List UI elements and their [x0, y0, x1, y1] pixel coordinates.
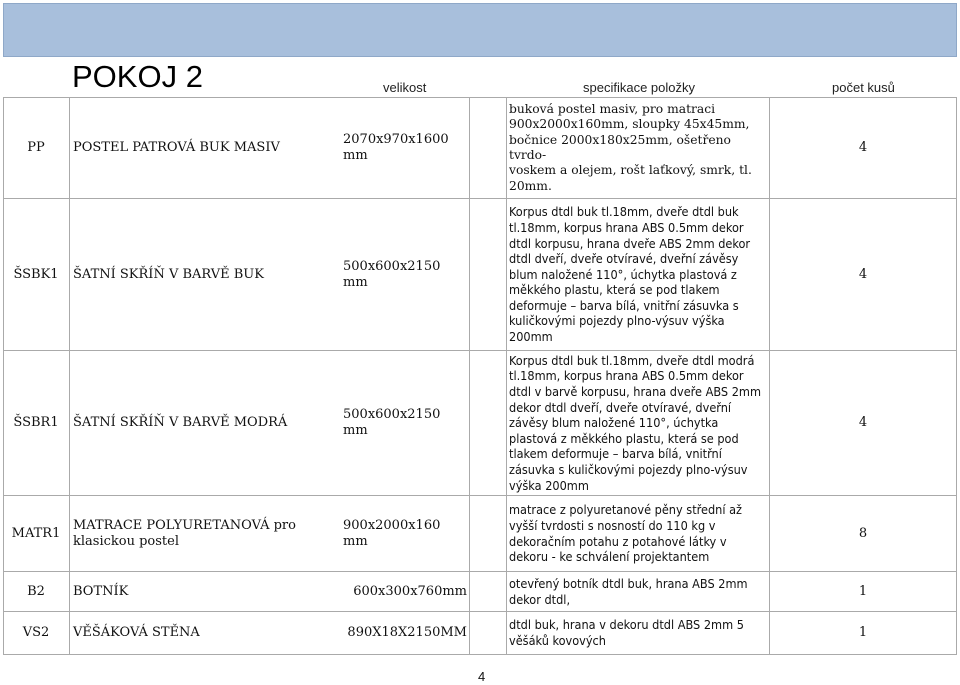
table-row: [3, 199, 957, 350]
item-qty: 8: [858, 525, 868, 541]
item-name: ŠATNÍ SKŘÍŇ V BARVĚ BUK: [73, 266, 264, 282]
item-size: 500x600x2150 mm: [343, 258, 441, 290]
item-spec: Korpus dtdl buk tl.18mm, dveře dtdl modrá tl.18mm, korpus hrana ABS 0.5mm dekor dtdl v barvě korpusu, hrana dveře ABS 2mm dekor dtdl dveří, dveře otvíravé, dveřní závěsy blum naložené 110°, úchytka plastová z měkkého plastu, která se pod tlakem deformuje – barva bílá, vnitřní zásuvka s kuličkovými pojezdy plno-výsuv výška 200mm: [509, 352, 761, 493]
item-spec: otevřený botník dtdl buk, hrana ABS 2mm dekor dtdl,: [509, 575, 748, 607]
table-row: [3, 572, 957, 611]
item-spec: buková postel masiv, pro matraci 900x2000x160mm, sloupky 45x45mm, bočnice 2000x180x25mm, ošetřeno tvrdo- voskem a olejem, rošt laťkový, smrk, tl. 20mm.: [509, 102, 752, 193]
item-code: PP: [27, 140, 45, 155]
item-size: 900x2000x160 mm: [343, 517, 441, 549]
table-row: [3, 351, 957, 495]
item-size: 2070x970x1600 mm: [343, 132, 449, 163]
column-header-size: velikost: [383, 80, 427, 95]
item-name: BOTNÍK: [73, 583, 129, 599]
item-spec: dtdl buk, hrana v dekoru dtdl ABS 2mm 5 věšáků kovových: [509, 617, 744, 648]
item-name: ŠATNÍ SKŘÍŇ V BARVĚ MODRÁ: [73, 415, 288, 430]
item-size: 600x300x760mm: [353, 583, 467, 599]
item-spec: Korpus dtdl buk tl.18mm, dveře dtdl buk tl.18mm, korpus hrana ABS 0.5mm dekor dtdl korpusu, hrana dveře ABS 2mm dekor dtdl dveří, dveře otvíravé, dveřní závěsy blum naložené 110°, úchytka plastová z měkkého plastu, která se pod tlakem deformuje – barva bílá, vnitřní zásuvka s kuličkovými pojezdy plno-výsuv výška 200mm: [509, 204, 751, 345]
grid-line: [3, 654, 957, 655]
item-name: VĚŠÁKOVÁ STĚNA: [73, 625, 200, 640]
item-code: ŠSBR1: [13, 415, 59, 430]
item-size: 890X18X2150MM: [347, 625, 467, 640]
page-title: POKOJ 2: [72, 59, 203, 94]
table-row: [3, 496, 957, 571]
table-row: [3, 612, 957, 654]
column-header-spec: specifikace položky: [583, 80, 695, 95]
item-qty: 1: [858, 583, 868, 599]
item-code: ŠSBK1: [13, 266, 59, 282]
item-qty: 4: [858, 140, 868, 155]
item-qty: 4: [858, 266, 868, 282]
item-name: POSTEL PATROVÁ BUK MASIV: [73, 140, 280, 155]
page-number: 4: [478, 669, 486, 684]
table-row: [3, 98, 957, 198]
item-size: 500x600x2150 mm: [343, 407, 441, 438]
item-name: MATRACE POLYURETANOVÁ pro klasickou postel: [73, 517, 296, 549]
item-qty: 1: [858, 625, 868, 640]
item-code: B2: [27, 583, 45, 599]
header-banner: [3, 3, 957, 57]
item-spec: matrace z polyuretanové pěny střední až vyšší tvrdosti s nosností do 110 kg v dekoračním potahu z potahové látky v dekoru - ke schválení projektantem: [509, 502, 742, 565]
item-code: VS2: [22, 625, 50, 640]
item-code: MATR1: [11, 525, 61, 541]
item-qty: 4: [858, 415, 868, 430]
column-header-qty: počet kusů: [832, 80, 895, 95]
